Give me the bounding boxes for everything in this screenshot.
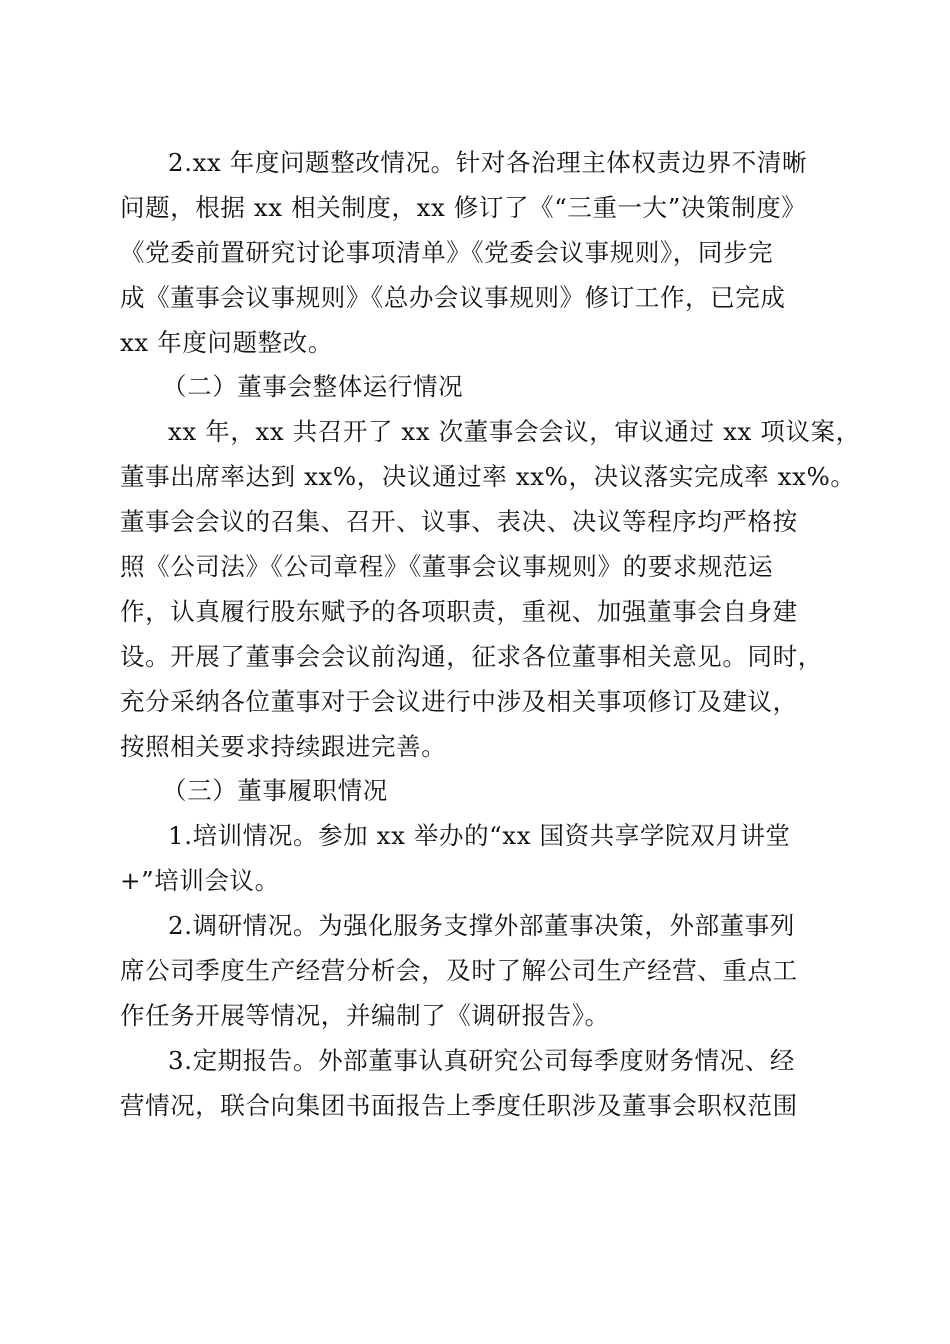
paragraph-line: 照《公司法》《公司章程》《董事会议事规则》的要求规范运 bbox=[120, 552, 774, 581]
section-heading: （二）董事会整体运行情况 bbox=[162, 372, 464, 401]
paragraph-line: 1.培训情况。参加 xx 举办的“xx 国资共享学院双月讲堂 bbox=[168, 821, 791, 850]
paragraph-line: 董事出席率达到 xx%，决议通过率 xx%，决议落实完成率 xx%。 bbox=[120, 462, 856, 491]
paragraph-line: +”培训会议。 bbox=[120, 866, 280, 895]
paragraph-line: 3.定期报告。外部董事认真研究公司每季度财务情况、经 bbox=[168, 1046, 795, 1075]
paragraph-line: 《党委前置研究讨论事项清单》《党委会议事规则》，同步完 bbox=[120, 238, 774, 267]
paragraph-line: 作，认真履行股东赋予的各项职责，重视、加强董事会自身建 bbox=[120, 597, 798, 626]
paragraph-line: 问题，根据 xx 相关制度，xx 修订了《“三重一大”决策制度》 bbox=[120, 193, 807, 222]
paragraph-line: 董事会会议的召集、召开、议事、表决、决议等程序均严格按 bbox=[120, 507, 798, 536]
paragraph-line: 席公司季度生产经营分析会，及时了解公司生产经营、重点工 bbox=[120, 956, 798, 985]
paragraph-line: 2.xx 年度问题整改情况。针对各治理主体权责边界不清晰 bbox=[168, 148, 808, 177]
paragraph-line: 充分采纳各位董事对于会议进行中涉及相关事项修订及建议， bbox=[120, 687, 798, 716]
paragraph-line: 设。开展了董事会会议前沟通，征求各位董事相关意见。同时， bbox=[120, 642, 823, 671]
paragraph-line: 按照相关要求持续跟进完善。 bbox=[120, 732, 447, 761]
paragraph-line: 营情况，联合向集团书面报告上季度任职涉及董事会职权范围 bbox=[120, 1091, 798, 1120]
paragraph-line: xx 年度问题整改。 bbox=[120, 328, 333, 357]
paragraph-line: 作任务开展等情况，并编制了《调研报告》。 bbox=[120, 1001, 610, 1030]
section-heading: （三）董事履职情况 bbox=[162, 776, 388, 805]
paragraph-line: 2.调研情况。为强化服务支撑外部董事决策，外部董事列 bbox=[168, 911, 795, 940]
paragraph-line: 成《董事会议事规则》《总办会议事规则》修订工作，已完成 bbox=[120, 283, 786, 312]
paragraph-line: xx 年，xx 共召开了 xx 次董事会会议，审议通过 xx 项议案， bbox=[168, 417, 861, 446]
